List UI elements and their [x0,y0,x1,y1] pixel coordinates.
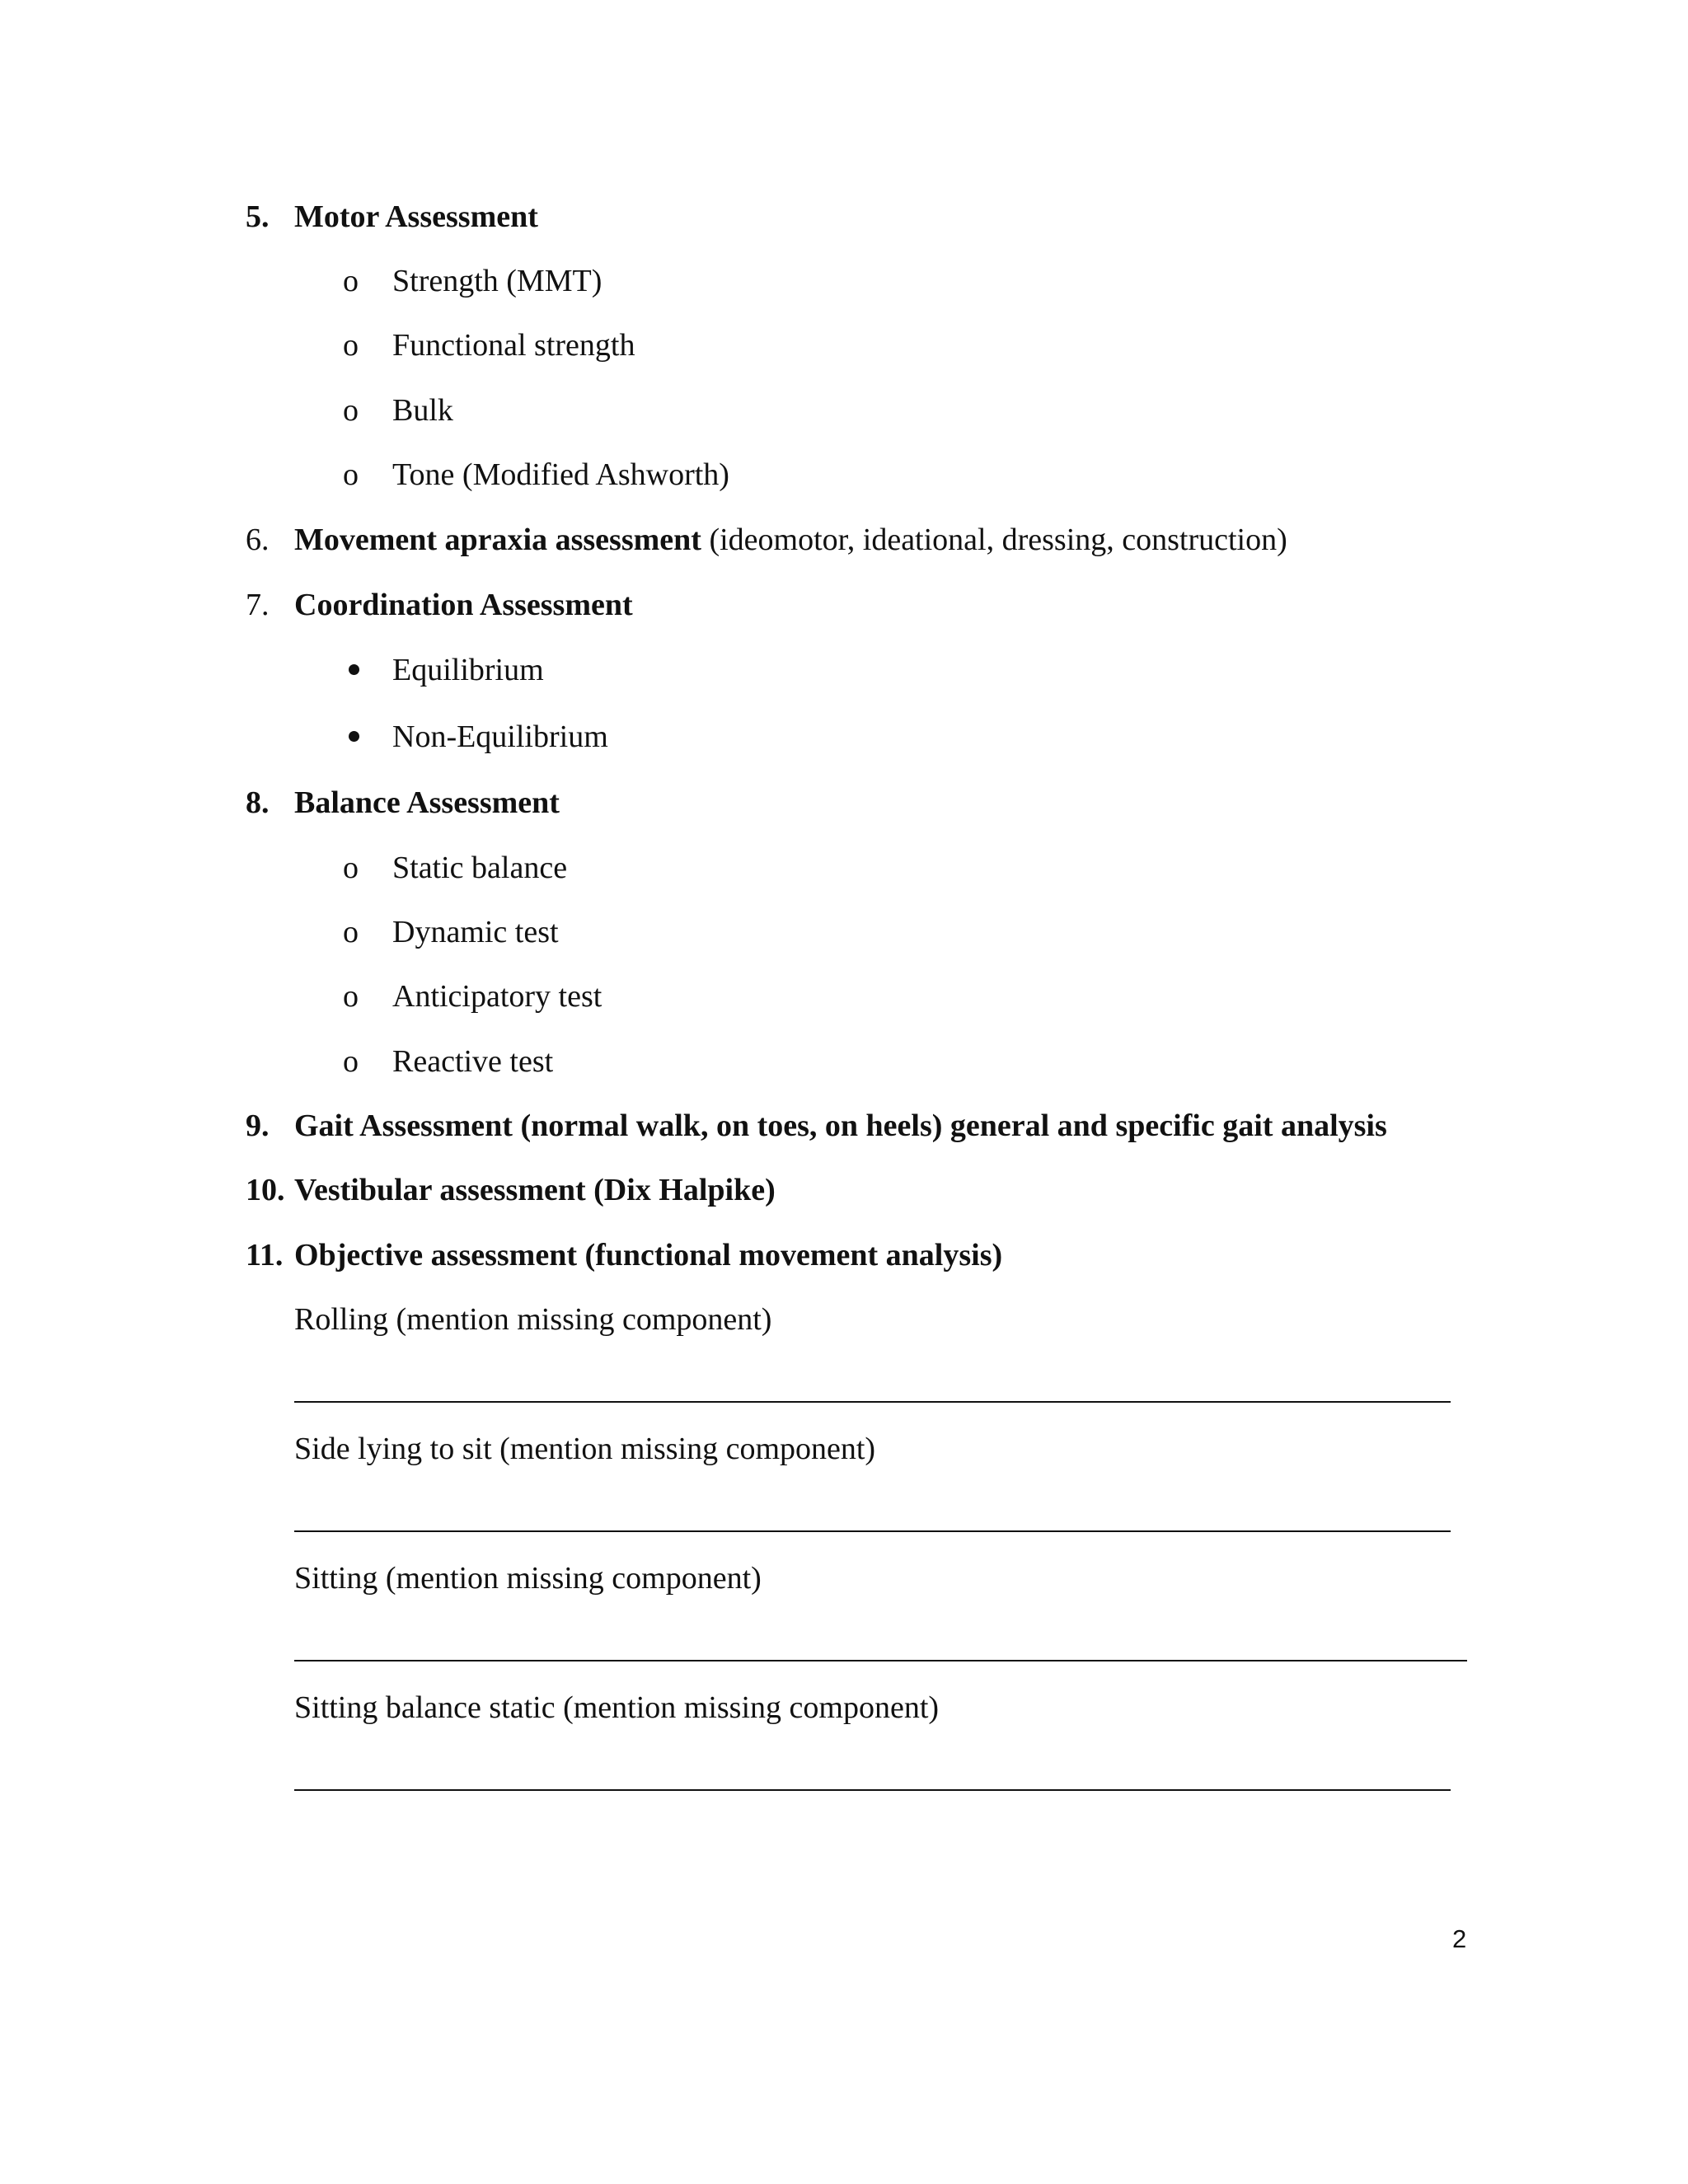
list-item: Reactive test [392,1044,554,1079]
circle-bullet-icon: o [343,328,359,363]
answer-line[interactable] [294,1660,1467,1661]
answer-line[interactable] [294,1530,1451,1532]
section-6-heading [294,524,1287,555]
movement-prompt: Rolling (mention missing component) [294,1302,772,1337]
circle-bullet-icon: o [343,979,359,1014]
section-7-number: 7. [246,588,270,622]
bullet-dot-icon [349,731,359,742]
circle-bullet-icon: o [343,264,359,298]
section-5-title: Motor Assessment [294,199,538,234]
circle-bullet-icon: o [343,851,359,885]
list-item: Equilibrium [392,653,544,687]
list-item: Strength (MMT) [392,264,603,298]
section-8-title: Balance Assessment [294,785,560,820]
circle-bullet-icon: o [343,915,359,949]
list-item: Non-Equilibrium [392,719,608,754]
section-5-number: 5. [246,199,270,234]
list-item: Dynamic test [392,915,559,949]
section-10-number: 10. [246,1173,285,1207]
section-9-number: 9. [246,1108,270,1143]
section-9-title: Gait Assessment (normal walk, on toes, on heels) general and specific gait analysis [294,1108,1387,1143]
section-10-title: Vestibular assessment (Dix Halpike) [294,1173,776,1207]
list-item: Tone (Modified Ashworth) [392,457,729,492]
list-item: Functional strength [392,328,635,363]
section-6-title: Movement apraxia assessment [294,523,701,557]
section-11-number: 11. [246,1238,284,1272]
list-item: Static balance [392,851,568,885]
section-6-number: 6. [246,523,270,557]
section-6-detail: (ideomotor, ideational, dressing, construction) [701,523,1287,557]
section-11-title: Objective assessment (functional movement analysis) [294,1238,1003,1272]
movement-prompt: Side lying to sit (mention missing component) [294,1432,876,1466]
page-number: 2 [1452,1924,1467,1953]
movement-prompt: Sitting (mention missing component) [294,1561,762,1596]
circle-bullet-icon: o [343,457,359,492]
answer-line[interactable] [294,1401,1451,1403]
bullet-dot-icon [349,664,359,675]
circle-bullet-icon: o [343,1044,359,1079]
list-item: Anticipatory test [392,979,603,1014]
answer-line[interactable] [294,1789,1451,1791]
section-8-number: 8. [246,785,270,820]
movement-prompt: Sitting balance static (mention missing component) [294,1690,940,1725]
list-item: Bulk [392,393,453,428]
circle-bullet-icon: o [343,393,359,428]
section-7-title: Coordination Assessment [294,588,633,622]
